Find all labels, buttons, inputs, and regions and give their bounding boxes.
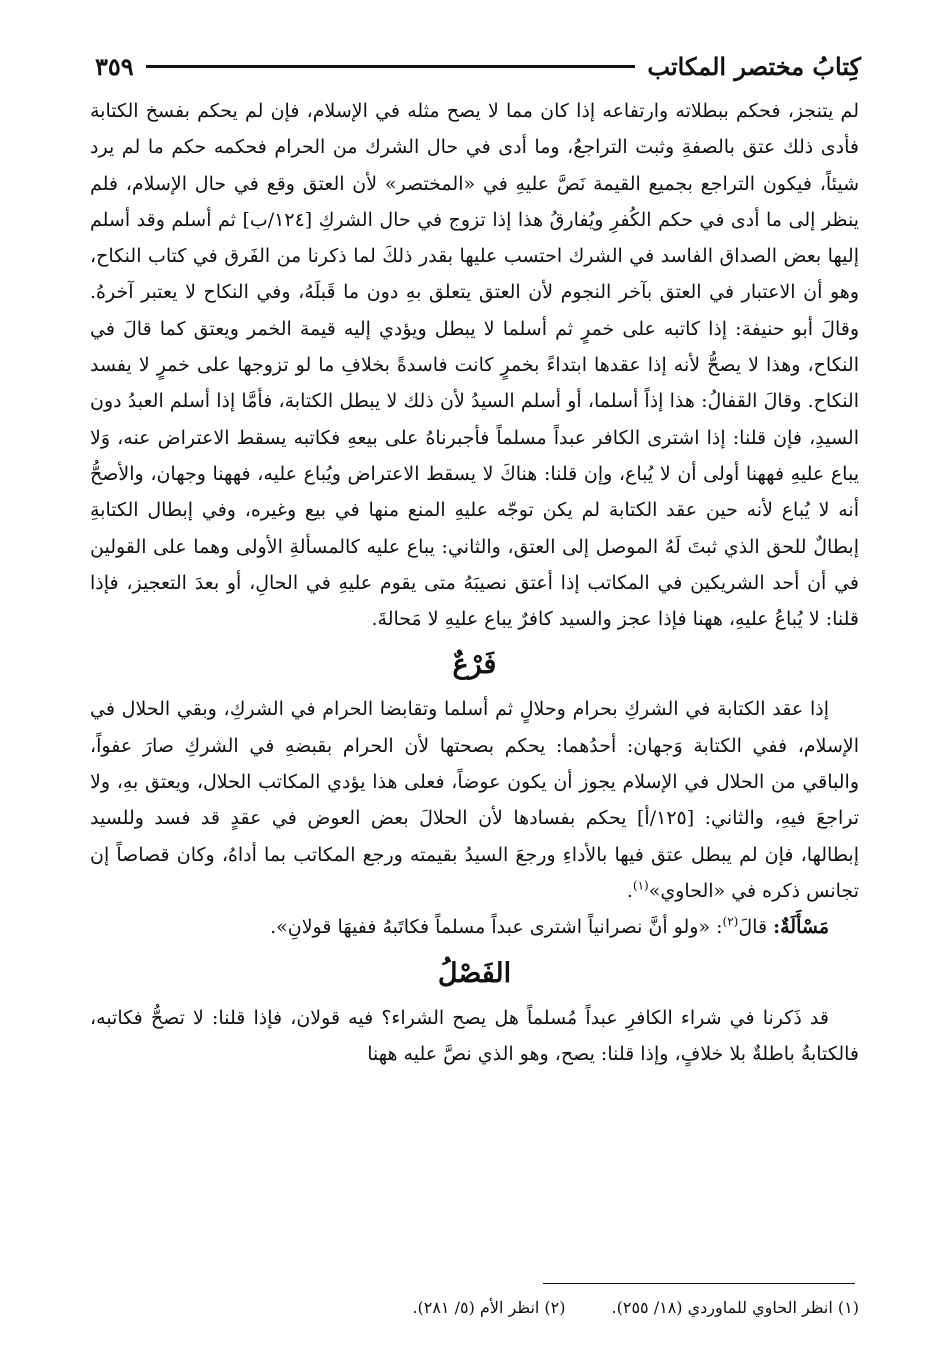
- paragraph-3-said: قالَ: [738, 916, 768, 939]
- footnote-rule: [543, 1283, 855, 1284]
- paragraph-2-end: .: [626, 879, 633, 902]
- section-heading-branch: فَرْعٌ: [452, 649, 497, 681]
- book-title: كِتابُ مختصر المكاتب: [647, 51, 861, 81]
- running-header: [95, 46, 861, 86]
- header-rule: [146, 65, 636, 68]
- paragraph-3: [90, 909, 859, 945]
- footnote-ref-1[interactable]: (١): [632, 878, 649, 893]
- footnotes: [366, 1298, 859, 1317]
- paragraph-2: [90, 691, 859, 909]
- paragraph-2-text: إذا عقد الكتابة في الشركِ بحرام وحلالٍ ثم أسلما وتقابضا الحرام في الشركِ، وبقي الحلال في الإسلام، ففي الكتابة وَجهان: أحدُهما: يحكم بصحتها لأن الحرام بقبضهِ في الشركِ صارَ عفواً، والباقي من الحلال في الإسلام يجوز أن يكون عوضاً، فعلى هذا يؤدي المكاتب الحلال، ويعتق بهِ، ولا تراجعَ فيهِ، والثاني: [١٢٥/أ] يحكم بفسادها لأن الحلالَ بعض العوض في عقدٍ قد فسد وللسيد إبطالها، فإن لم يبطل عتق فيها بالأداءِ ورجعَ السيدُ بقيمته ورجع المكاتب بما أداهُ، وكان قصاصاً إن تجانس ذكره في «الحاوي»: [90, 698, 860, 902]
- issue-label: مَسْأَلَةٌ:: [773, 916, 829, 939]
- section-heading-chapter: الفَصْلُ: [437, 957, 512, 989]
- page-number: ٣٥٩: [95, 51, 134, 81]
- footnote-1: (١) انظر الحاوي للماوردي (١٨/ ٢٥٥).: [611, 1298, 859, 1317]
- paragraph-1: لم يتنجز، فحكم ببطلاته وارتفاعه إذا كان مما لا يصح مثله في الإسلام، فإن لم يحكم بفسخ الكتابة فأدى ذلك عتق بالصفةِ وثبت التراجعُ، وما أدى في حال الشرك من الحرام فحكمه حكم ما لم يرد شيئاً، فيكون التراجع بجميع القيمة نَصَّ عليهِ في «المختصر» لأن العتق وقع في حال الإسلام، فلم ينظر إلى ما أدى في حكم الكُفرِ ويُفارقُ هذا إذا تزوج في حال الشركِ [١٢٤/ب] ثم أسلم وقد أسلم إليها بعض الصداق الفاسد في الشرك احتسب عليها بقدر ذلكَ لما ذكرنا من الفَرق في كتاب النكاح، وهو أن الاعتبار في العتق بآخر النجوم لأن العتق يتعلق بهِ دون ما قَبلَهُ، وفي النكاح لا يعتبر آخرهُ. وقالَ أبو حنيفة: إذا كاتبه على خمرٍ ثم أسلما لا يبطل ويؤدي إليه قيمة الخمر ويعتق كما قالَ في النكاح، وهذا لا يصحُّ لأنه إذا عقدها ابتداءً بخمرٍ كانت فاسدةً بخلافِ ما لو تزوجها على خمرٍ لا يفسد النكاح. وقالَ القفالُ: هذا إذاً أسلما، أو أسلم السيدُ لأن ذلك لا يبطل الكتابة، فأمَّا إذا أسلم العبدُ دون السيدِ، فإن قلنا: إذا اشترى الكافر عبداً مسلماً فأجبرناهُ على بيعهِ فكاتبه يسقط الاعتراض عنه، وَلا يباع عليهِ فههنا أولى أن لا يُباع، وإن قلنا: هناكَ لا يسقط الاعتراض ويُباع عليه، فههنا وجهان، والأصحُّ أنه لا يُباع لأنه حين عقد الكتابة لم يكن توجّه عليهِ المنع منها في بيع وغيره، وفي إبطال الكتابةِ إبطالٌ للحق الذي ثبتَ لَهُ الموصل إلى العتق، والثاني: يباع عليه كالمسألةِ الأولى وهما على القولين في أن أحد الشريكين في المكاتب إذا أعتق نصيبَهُ متى يقوم عليهِ في الحالِ، أو بعدَ التعجيز، فإذا قلنا: لا يُباعُ عليهِ، ههنا فإذا عجز والسيد كافرٌ يباع عليهِ لا مَحالةَ.: [90, 100, 859, 631]
- footnote-2: (٢) انظر الأم (٥/ ٢٨١).: [412, 1298, 566, 1317]
- main-text: [90, 93, 859, 1072]
- paragraph-4: قد ذَكرنا في شراء الكافرِ عبداً مُسلماً هل يصح الشراء؟ فيه قولان، فإذا قلنا: لا تصحُّ فكاتبه، فالكتابةُ باطلةٌ بلا خلافٍ، وإذا قلنا: يصح، وهو الذي نصَّ عليه ههنا: [90, 1006, 859, 1065]
- footnote-ref-2[interactable]: (٢): [722, 914, 739, 929]
- paragraph-3-text: : «ولو أنَّ نصرانياً اشترى عبداً مسلماً فكاتَبهُ ففيهَا قولانِ».: [270, 916, 723, 939]
